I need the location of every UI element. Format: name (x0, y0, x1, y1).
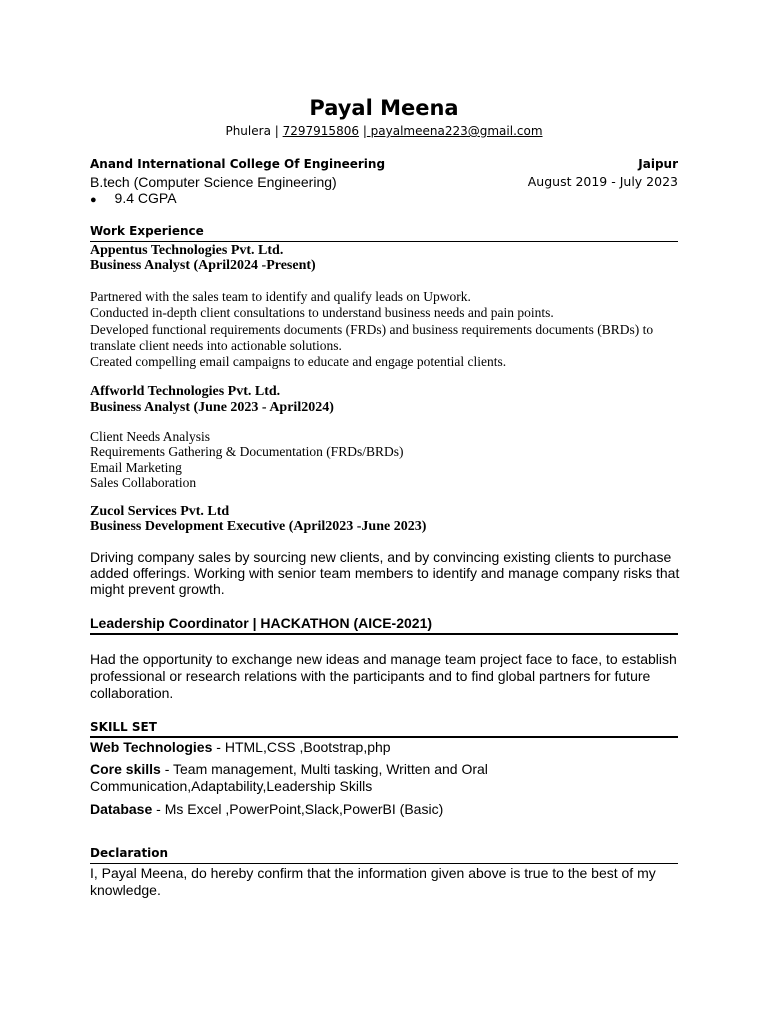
gpa-item (90, 190, 177, 206)
education-dates: August 2019 - July 2023 (527, 174, 678, 189)
description-line: collaboration. (90, 684, 174, 701)
skill-web (90, 739, 391, 755)
job-company: Zucol Services Pvt. Ltd (90, 504, 230, 519)
description-line: Partnered with the sales team to identify and qualify leads on Upwork. (90, 289, 471, 304)
description-line: Email Marketing (90, 459, 182, 475)
degree: B.tech (Computer Science Engineering) (90, 174, 337, 190)
job-role: Business Analyst (June 2023 - April2024) (90, 400, 334, 415)
description-line: Developed functional requirements documents (FRDs) and business requirements documents (BRDs) to (90, 321, 654, 337)
job-description (90, 289, 690, 370)
bullet-icon: ● (90, 194, 97, 206)
skill-label: Database (90, 801, 153, 817)
description-line: translate client needs into actionable solutions. (90, 337, 342, 353)
description-line: might prevent growth. (90, 581, 225, 597)
gpa-text: 9.4 CGPA (114, 190, 177, 206)
skill-value: - HTML,CSS ,Bootstrap,php (212, 739, 391, 755)
description-line: I, Payal Meena, do hereby confirm that the information given above is true to the best of my (90, 865, 656, 881)
contact-separator: | (362, 124, 367, 138)
skill-core (90, 761, 488, 795)
description-line: Sales Collaboration (90, 474, 197, 490)
contact-city: Phulera (225, 124, 271, 138)
section-heading-declaration: Declaration (90, 846, 169, 860)
section-heading-leadership: Leadership Coordinator | HACKATHON (AICE-2021) (90, 615, 433, 631)
section-divider (90, 241, 678, 242)
section-divider (90, 863, 678, 864)
contact-separator: | (274, 124, 279, 138)
skill-database (90, 801, 443, 817)
declaration-text (90, 865, 690, 899)
email-link[interactable]: payalmeena223@gmail.com (366, 124, 543, 138)
college-location: Jaipur (638, 157, 678, 171)
college-name: Anand International College Of Engineering (90, 157, 386, 171)
job-description (90, 549, 690, 597)
phone-link[interactable]: 7297915806 (282, 124, 359, 138)
job-role: Business Analyst (April2024 -Present) (90, 258, 316, 273)
description-line: Requirements Gathering & Documentation (FRDs/BRDs) (90, 444, 404, 460)
description-line: Client Needs Analysis (90, 429, 210, 444)
section-heading-skills: SKILL SET (90, 720, 157, 734)
job-company: Affworld Technologies Pvt. Ltd. (90, 384, 281, 399)
skill-value: - Team management, Multi tasking, Written and Oral (160, 761, 488, 777)
description-line: added offerings. Working with senior team members to identify and manage company risks that (90, 565, 680, 581)
skill-label: Web Technologies (90, 739, 213, 755)
skill-label: Core skills (90, 761, 161, 777)
job-company: Appentus Technologies Pvt. Ltd. (90, 243, 284, 258)
section-divider (90, 633, 678, 635)
description-line: Had the opportunity to exchange new ideas and manage team project face to face, to establish (90, 651, 677, 667)
description-line: knowledge. (90, 882, 161, 898)
skill-value: Communication,Adaptability,Leadership Skills (90, 778, 373, 794)
candidate-name: Payal Meena (309, 96, 459, 120)
description-line: Created compelling email campaigns to educate and engage potential clients. (90, 354, 507, 370)
description-line: Driving company sales by sourcing new clients, and by convincing existing clients to purchase (90, 549, 672, 565)
contact-line (0, 124, 768, 138)
skill-value: - Ms Excel ,PowerPoint,Slack,PowerBI (Basic) (152, 801, 444, 817)
description-line: Conducted in-depth client consultations to understand business needs and pain points. (90, 305, 554, 321)
job-description (90, 429, 690, 490)
leadership-description (90, 651, 690, 701)
description-line: professional or research relations with the participants and to find global partners for future (90, 667, 651, 684)
section-divider (90, 736, 678, 738)
job-role: Business Development Executive (April2023 -June 2023) (90, 519, 427, 534)
section-heading-work: Work Experience (90, 224, 204, 238)
